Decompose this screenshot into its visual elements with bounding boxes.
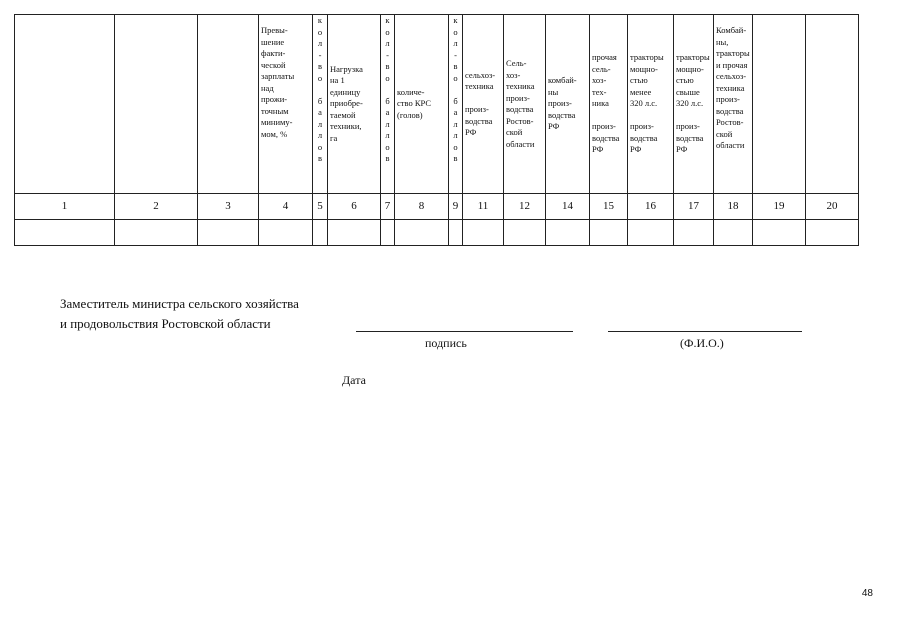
signatory-title-line2: и продовольствия Ростовской области: [60, 316, 271, 331]
table-cell[interactable]: [590, 220, 628, 246]
header-cell-19: [753, 15, 806, 194]
table-cell[interactable]: [328, 220, 381, 246]
column-number: 4: [259, 194, 313, 220]
table-cell[interactable]: [753, 220, 806, 246]
header-points-a: к о л - в о б а л л о в: [313, 15, 328, 194]
header-other-machinery-rf: прочая сель- хоз- тех- ника произ- водства РФ: [590, 15, 628, 194]
date-label: Дата: [342, 373, 366, 387]
column-number: 12: [504, 194, 546, 220]
table-cell[interactable]: [395, 220, 449, 246]
column-number: 3: [198, 194, 259, 220]
column-number-row: [15, 194, 859, 220]
signatory-title-line1: Заместитель министра сельского хозяйства: [60, 296, 299, 311]
header-salary-excess: Превы- шение факти- ческой зарплаты над прожи- точным миниму- мом, %: [259, 15, 313, 194]
column-number: 7: [381, 194, 395, 220]
header-points-b: к о л - в о б а л л о в: [381, 15, 395, 194]
page-number: 48: [861, 588, 873, 599]
table-cell[interactable]: [313, 220, 328, 246]
column-number: 11: [463, 194, 504, 220]
table-cell[interactable]: [115, 220, 198, 246]
header-combines-tractors-rostov: Комбай- ны, тракторы и прочая сельхоз- техника произ- водства Ростов- ской области: [714, 15, 753, 194]
header-tractors-over-320: тракторы мощно- стью свыше 320 л.с. произ- водства РФ: [674, 15, 714, 194]
header-cell-2: [115, 15, 198, 194]
table-cell[interactable]: [449, 220, 463, 246]
header-row: [15, 15, 859, 194]
column-number: 1: [15, 194, 115, 220]
table-cell[interactable]: [381, 220, 395, 246]
table-cell[interactable]: [806, 220, 859, 246]
column-number: 16: [628, 194, 674, 220]
table-cell[interactable]: [628, 220, 674, 246]
table-cell[interactable]: [198, 220, 259, 246]
signature-line[interactable]: [356, 331, 573, 332]
signature-label: подпись: [425, 336, 467, 350]
column-number: 2: [115, 194, 198, 220]
column-number: 5: [313, 194, 328, 220]
header-agri-machinery-rf: сельхоз- техника произ- водства РФ: [463, 15, 504, 194]
column-number: 17: [674, 194, 714, 220]
table-cell[interactable]: [546, 220, 590, 246]
column-number: 14: [546, 194, 590, 220]
header-cell-3: [198, 15, 259, 194]
column-number: 6: [328, 194, 381, 220]
name-label: (Ф.И.О.): [680, 336, 724, 350]
table-cell[interactable]: [714, 220, 753, 246]
table-cell[interactable]: [674, 220, 714, 246]
header-points-c: к о л - в о б а л л о в: [449, 15, 463, 194]
header-agri-machinery-rostov: Сель- хоз- техника произ- водства Ростов- ской области: [504, 15, 546, 194]
column-number: 9: [449, 194, 463, 220]
column-number: 20: [806, 194, 859, 220]
header-combines-rf: комбай- ны произ- водства РФ: [546, 15, 590, 194]
column-number: 19: [753, 194, 806, 220]
data-row-empty: [15, 220, 859, 246]
header-cell-1: [15, 15, 115, 194]
name-line[interactable]: [608, 331, 802, 332]
header-cattle-count: количе- ство КРС (голов): [395, 15, 449, 194]
table-cell[interactable]: [504, 220, 546, 246]
table-cell[interactable]: [259, 220, 313, 246]
column-number: 18: [714, 194, 753, 220]
table-cell[interactable]: [463, 220, 504, 246]
column-number: 15: [590, 194, 628, 220]
header-tractors-under-320: тракторы мощно- стью менее 320 л.с. произ- водства РФ: [628, 15, 674, 194]
header-cell-20: [806, 15, 859, 194]
table-cell[interactable]: [15, 220, 115, 246]
criteria-table: [14, 14, 859, 246]
column-number: 8: [395, 194, 449, 220]
header-load-per-unit: Нагрузка на 1 единицу приобре- таемой техники, га: [328, 15, 381, 194]
